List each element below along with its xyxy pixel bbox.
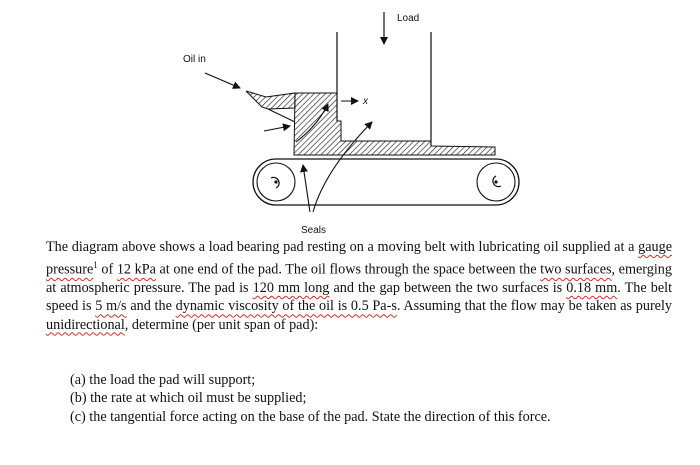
moving-belt	[253, 159, 519, 205]
load-label: Load	[397, 13, 420, 24]
question-parts	[70, 371, 690, 426]
footnote-marker: 1	[93, 260, 98, 271]
x-axis-label: x	[363, 96, 368, 107]
part-c: (c) the tangential force acting on the base of the pad. State the direction of this force.	[70, 408, 551, 425]
part-b: (b) the rate at which oil must be supplied;	[70, 390, 307, 407]
oil-in-label: Oil in	[183, 54, 206, 65]
left-pulley-rotation-icon	[271, 177, 279, 188]
problem-statement: The diagram above shows a load bearing pad resting on a moving belt with lubricating oil supplied at a gauge pressure$^1$ of 12 kPa at one end of the pad. The oil flows through the space between the two surfaces, emerging at atmospheric pressure. The pad is 120 mm long and the gap between the two surfaces is 0.18 mm. The belt speed is 5 m/s and the dynamic viscosity of the oil is 0.5 Pa-s. Assuming that the flow may be taken as purely unidirectional, determine (per unit span of pad):	[46, 239, 673, 333]
right-pulley-rotation-icon	[493, 176, 501, 187]
seals-label: Seals	[301, 225, 327, 236]
oil-inlet-arrow	[205, 73, 240, 88]
part-a: (a) the load the pad will support;	[70, 372, 256, 388]
